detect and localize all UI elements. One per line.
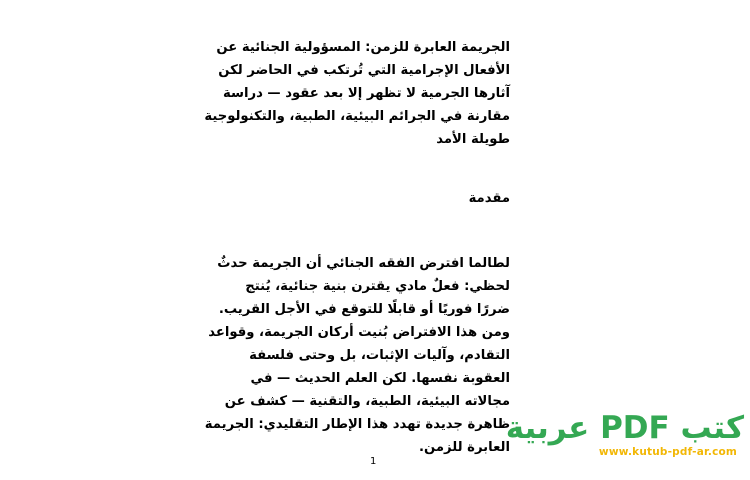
title-line: مقارنة في الجرائم البيئية، الطبية، والتكنولوجية — [204, 109, 510, 124]
title-line: آثارها الجرمية لا تظهر إلا بعد عقود — دراسة — [222, 86, 510, 101]
document-title — [204, 36, 510, 151]
watermark-title: كتب PDF عربية — [505, 410, 744, 446]
watermark-url: www.kutub-pdf-ar.com — [598, 446, 738, 458]
paragraph-line: التقادم، وآليات الإثبات، بل وحتى فلسفة — [249, 348, 510, 363]
paragraph-line: مجالاته البيئية، الطبية، والتقنية — كشف عن — [224, 394, 510, 409]
watermark-logo — [505, 410, 744, 458]
title-line: الجريمة العابرة للزمن: المسؤولية الجنائية عن — [216, 40, 510, 55]
title-line: الأفعال الإجرامية التي تُرتكب في الحاضر لكن — [218, 63, 510, 78]
body-paragraph — [204, 252, 510, 459]
page-number: 1 — [370, 456, 377, 467]
section-heading-text: مقدمة — [468, 191, 510, 206]
paragraph-line: ظاهرة جديدة تهدد هذا الإطار التقليدي: الجريمة — [204, 417, 510, 432]
paragraph-line: ومن هذا الافتراض بُنيت أركان الجريمة، وقواعد — [208, 325, 510, 340]
section-heading — [235, 187, 510, 210]
title-line: طويلة الأمد — [436, 132, 510, 147]
paragraph-line: لطالما افترض الفقه الجنائي أن الجريمة حدثٌ — [217, 256, 510, 271]
paragraph-line: ضررًا فوريًا أو قابلًا للتوقع في الأجل القريب. — [218, 302, 510, 317]
paragraph-line: لحظي: فعلٌ مادي يقترن بنية جنائية، يُنتج — [245, 279, 510, 294]
paragraph-line: العابرة للزمن. — [419, 440, 510, 455]
paragraph-line: العقوبة نفسها. لكن العلم الحديث — في — [250, 371, 510, 386]
